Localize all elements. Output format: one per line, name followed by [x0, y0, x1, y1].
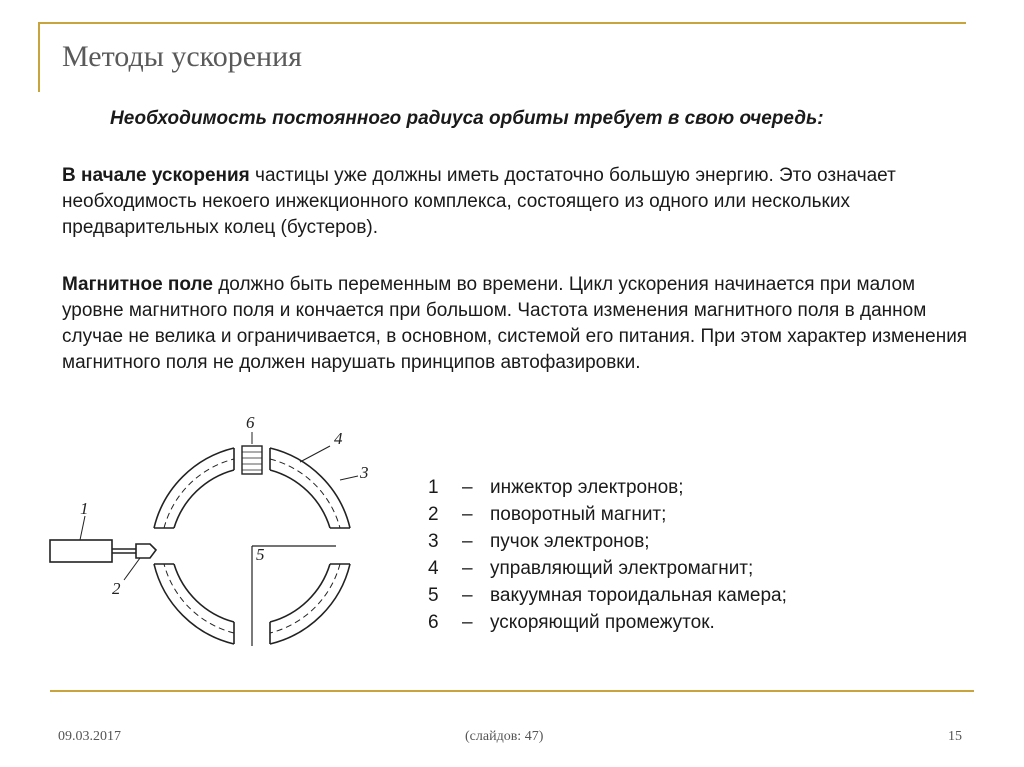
legend-dash: –: [462, 477, 473, 498]
legend-dash: –: [462, 585, 473, 606]
frame-top-line: [38, 22, 966, 24]
diagram-label-2: 2: [112, 579, 121, 598]
footer-divider: [50, 690, 974, 692]
diagram-label-3: 3: [360, 463, 369, 482]
diagram-label-4: 4: [334, 429, 343, 448]
legend-text: поворотный магнит;: [490, 504, 667, 525]
ring-segment-lower-left: [154, 564, 234, 644]
footer-slide-count: (слайдов: 47): [465, 729, 544, 744]
legend-text: вакуумная тороидальная камера;: [490, 585, 787, 606]
legend-text: ускоряющий промежуток.: [490, 612, 715, 633]
legend-number: 6: [428, 612, 439, 633]
diagram-label-5: 5: [256, 545, 265, 564]
legend-dash: –: [462, 531, 473, 552]
legend-text: пучок электронов;: [490, 531, 650, 552]
legend-number: 1: [428, 477, 439, 498]
paragraph-injection-bold: В начале ускорения: [62, 165, 250, 186]
paragraph-magnetic-bold: Магнитное поле: [62, 274, 213, 295]
legend-item: [428, 474, 787, 501]
paragraph-magnetic-text: должно быть переменным во времени. Цикл ускорения начинается при малом уровне магнитного поля и кончается при большом. Частота изменения магнитного поля в данном случае не велика и ограничивается, в основном, системой его питания. При этом характер изменения магнитного поля не должен нарушать принципов автофазировки.: [62, 274, 968, 373]
legend-number: 4: [428, 558, 439, 579]
ring-segment-upper-right: [270, 448, 350, 528]
legend-dash: –: [462, 504, 473, 525]
legend-item: [428, 501, 787, 528]
legend-item: [428, 555, 787, 582]
diagram-label-6: 6: [246, 413, 255, 432]
paragraph-injection-text: частицы уже должны иметь достаточно большую энергию. Это означает необходимость некоего инжекционного комплекса, состоящего из одного или нескольких предварительных колец (бустеров).: [62, 165, 896, 238]
ring-segment-lower-right: [270, 564, 350, 644]
footer-page-number: 15: [948, 729, 962, 744]
diagram-label-1: 1: [80, 499, 89, 518]
paragraph-injection: [62, 163, 972, 241]
legend-text: управляющий электромагнит;: [490, 558, 754, 579]
legend-item: [428, 528, 787, 555]
synchrotron-diagram: [40, 408, 400, 678]
slide-title: Методы ускорения: [62, 40, 302, 73]
footer-date: 09.03.2017: [58, 729, 121, 744]
legend-dash: –: [462, 612, 473, 633]
turning-magnet: [136, 544, 156, 558]
electron-injector: [50, 540, 112, 562]
frame-left-line: [38, 22, 40, 92]
legend-number: 3: [428, 531, 439, 552]
legend-item: [428, 609, 787, 636]
paragraph-magnetic-field: [62, 272, 972, 376]
slide-subtitle: Необходимость постоянного радиуса орбиты требует в свою очередь:: [110, 108, 824, 129]
ring-segment-upper-left: [154, 448, 234, 528]
legend-dash: –: [462, 558, 473, 579]
legend-number: 5: [428, 585, 439, 606]
legend-text: инжектор электронов;: [490, 477, 684, 498]
legend-item: [428, 582, 787, 609]
legend-number: 2: [428, 504, 439, 525]
legend-list: [428, 474, 787, 636]
